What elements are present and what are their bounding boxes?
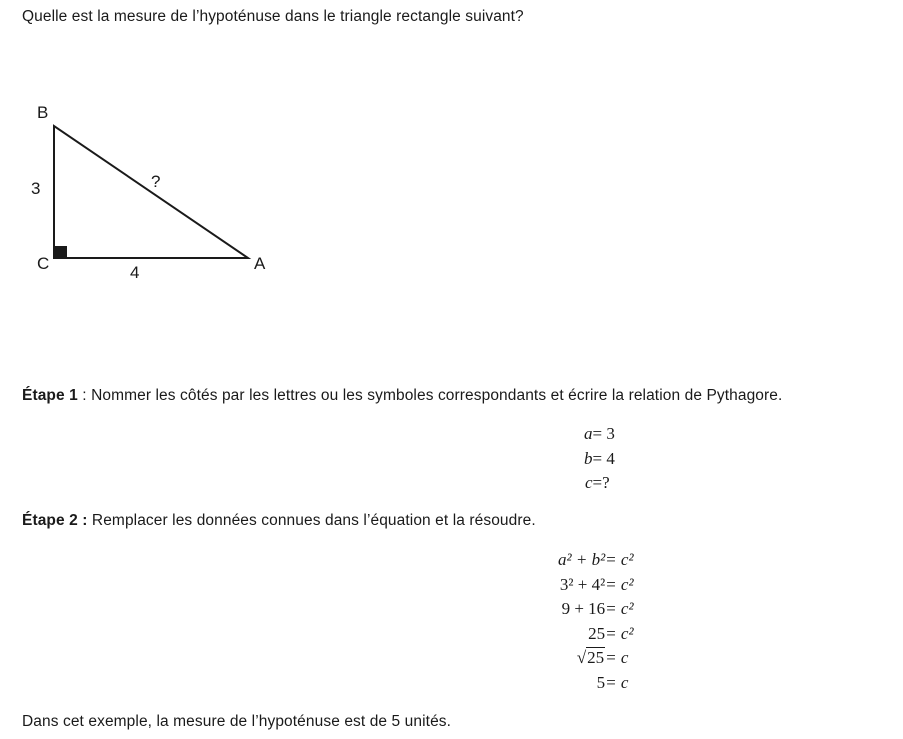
- triangle-shape: [54, 126, 248, 258]
- vertex-c-label: C: [37, 254, 50, 273]
- eq2-line5-lhs: [558, 646, 605, 671]
- step-1-instruction: [22, 387, 782, 405]
- eq2-line3-rhs: = c²: [605, 599, 634, 619]
- eq2-line5-rhs: = c: [605, 648, 629, 668]
- side-bc-label: 3: [31, 179, 41, 198]
- eq2-line1-lhs: a² + b²: [558, 550, 606, 569]
- radicand: 25: [587, 648, 605, 668]
- square-root: √25: [576, 648, 605, 668]
- step-2-label: Étape 2 :: [22, 512, 88, 529]
- right-triangle-figure: [0, 90, 300, 300]
- eq1-line3-rhs: =?: [592, 473, 610, 493]
- vertex-b-label: B: [37, 103, 49, 122]
- step-2-instruction: [22, 512, 536, 530]
- step-1-text: : Nommer les côtés par les lettres ou les symboles correspondants et écrire la relation de Pythagore.: [77, 387, 783, 404]
- side-ca-label: 4: [130, 263, 140, 282]
- eq1-line1-rhs: = 3: [592, 424, 615, 443]
- eq1-line2-rhs: = 4: [592, 448, 615, 468]
- eq2-line1-rhs: = c²: [605, 550, 634, 569]
- eq2-line6-lhs: 5: [596, 672, 606, 692]
- eq2-line3-lhs: 9 + 16: [561, 599, 606, 619]
- question-text: Quelle est la mesure de l’hypoténuse dans le triangle rectangle suivant?: [22, 8, 524, 25]
- step-2-text: Remplacer les données connues dans l’équation et la résoudre.: [87, 512, 536, 529]
- step-1-equations: [584, 422, 615, 496]
- eq1-line2-lhs: b: [584, 448, 593, 468]
- vertex-a-label: A: [254, 254, 266, 273]
- eq2-line2-lhs: 3² + 4²: [559, 574, 606, 594]
- eq1-line1-lhs: a: [584, 424, 593, 443]
- step-1-label: Étape 1: [22, 387, 78, 404]
- side-ab-label: ?: [151, 172, 161, 191]
- eq2-line4-rhs: = c²: [605, 623, 634, 643]
- right-angle-marker: [54, 246, 67, 258]
- step-2-equations: [558, 548, 634, 696]
- eq2-line2-rhs: = c²: [605, 574, 634, 594]
- eq1-line3-lhs: c: [584, 473, 593, 493]
- eq2-line4-lhs: 25: [588, 623, 606, 643]
- conclusion-text: Dans cet exemple, la mesure de l’hypoténuse est de 5 unités.: [22, 713, 452, 730]
- eq2-line6-rhs: = c: [605, 672, 629, 692]
